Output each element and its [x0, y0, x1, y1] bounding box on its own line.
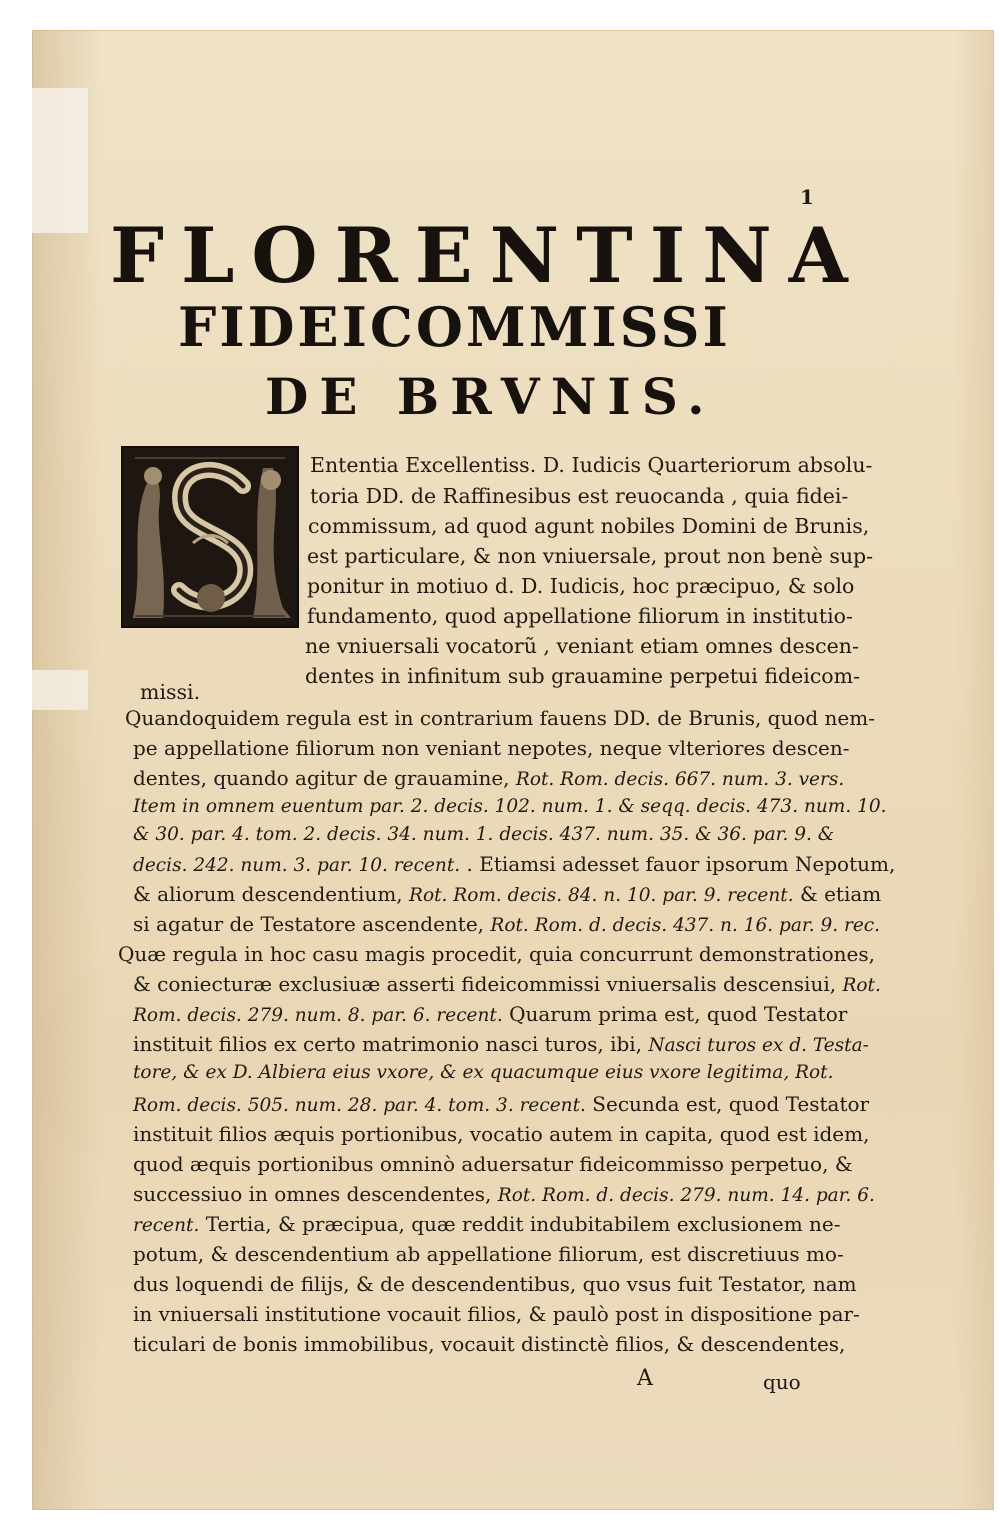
text-coniecturae: & coniecturæ exclusiuæ asserti fideicommissi vniuersalis descensiui,: [133, 972, 837, 996]
text-successiuo: successiuo in omnes descendentes,: [133, 1182, 492, 1206]
citation-decis-505: Rom. decis. 505. num. 28. par. 4. tom. 3. recent.: [133, 1095, 586, 1116]
catchword: quo: [763, 1370, 801, 1394]
citation-decis-242: decis. 242. num. 3. par. 10. recent.: [133, 855, 461, 876]
hinge-tape-middle: [32, 670, 88, 710]
text-line-5: ponitur in motiuo d. D. Iudicis, hoc præcipuo, & solo: [307, 574, 855, 598]
text-line-12-text: dentes, quando agitur de grauamine,: [133, 766, 510, 790]
text-line-14: & 30. par. 4. tom. 2. decis. 34. num. 1. decis. 437. num. 35. & 36. par. 9. &: [133, 824, 835, 845]
title-line-1: FLORENTINA: [110, 211, 865, 300]
text-line-13: Item in omnem euentum par. 2. decis. 102. num. 1. & seqq. decis. 473. num. 10.: [133, 796, 887, 817]
citation-nasciture: Nasci turos ex d. Testa-: [648, 1035, 869, 1056]
text-et-etiam: & etiam: [799, 882, 882, 906]
text-line-2: toria DD. de Raffinesibus est reuocanda , quia fidei-: [310, 484, 849, 508]
text-line-11: pe appellatione filiorum non veniant nepotes, neque vlteriores descen-: [133, 736, 850, 760]
text-line-3: commissum, ad quod agunt nobiles Domini de Brunis,: [308, 514, 870, 538]
text-aliorum: & aliorum descendentium,: [133, 882, 403, 906]
citation-decis-279-b: Rot. Rom. d. decis. 279. num. 14. par. 6.: [497, 1185, 875, 1206]
paper-right-stain: [954, 30, 994, 1510]
citation-decis-279: Rom. decis. 279. num. 8. par. 6. recent.: [133, 1005, 503, 1026]
paper-edge-stain: [32, 30, 102, 1510]
text-si-agatur: si agatur de Testatore ascendente,: [133, 912, 485, 936]
title-line-3: DE BRVNIS.: [265, 367, 716, 426]
text-line-21: [133, 1034, 869, 1056]
citation-decis-437: Rot. Rom. d. decis. 437. n. 16. par. 9. rec.: [490, 915, 881, 936]
text-line-10: Quandoquidem regula est in contrarium fauens DD. de Brunis, quod nem-: [125, 706, 875, 730]
text-line-23: [133, 1094, 869, 1116]
page-number: 1: [800, 185, 814, 209]
text-line-1: Ententia Excellentiss. D. Iudicis Quarteriorum absolu-: [310, 453, 873, 477]
citation-rot: Rot.: [842, 975, 881, 996]
text-instituit-filios: instituit filios ex certo matrimonio nasci turos, ibi,: [133, 1032, 643, 1056]
citation-decis-84: Rot. Rom. decis. 84. n. 10. par. 9. recent.: [409, 885, 794, 906]
text-line-19: [133, 974, 881, 996]
text-line-30: in vniuersali institutione vocauit filios, & paulò post in dispositione par-: [133, 1302, 860, 1326]
text-line-27: [133, 1214, 841, 1236]
text-line-17: [133, 914, 880, 936]
text-line-9: missi.: [140, 680, 201, 704]
text-line-22: [133, 1064, 834, 1083]
text-line-8: dentes in infinitum sub grauamine perpetui fideicom-: [305, 664, 861, 688]
decorated-initial-s: [121, 446, 299, 628]
text-line-29: dus loquendi de filijs, & de descendentibus, quo vsus fuit Testator, nam: [133, 1272, 857, 1296]
text-line-20: [133, 1004, 847, 1026]
text-quarum-prima: Quarum prima est, quod Testator: [509, 1002, 848, 1026]
woodcut-initial-icon: [123, 448, 297, 626]
text-line-24: instituit filios æquis portionibus, vocatio autem in capita, quod est idem,: [133, 1122, 870, 1146]
text-line-26: [133, 1184, 875, 1206]
text-line-7: ne vniuersali vocatorũ , veniant etiam omnes descen-: [305, 634, 859, 658]
text-secunda: Secunda est, quod Testator: [592, 1092, 870, 1116]
text-tore-albiera: tore, & ex D. Albiera eius vxore, & ex quacumque eius vxore legitima,: [133, 1062, 790, 1083]
citation-rot-2: Rot.: [795, 1062, 834, 1083]
text-line-28: potum, & descendentium ab appellatione filiorum, est discretiuus mo-: [133, 1242, 844, 1266]
citation-recent: recent.: [133, 1215, 200, 1236]
title-line-2: FIDEICOMMISSI: [178, 295, 731, 359]
text-line-4: est particulare, & non vniuersale, prout non benè sup-: [307, 544, 874, 568]
citation-rota-667: Rot. Rom. decis. 667. num. 3. vers.: [515, 769, 845, 790]
text-line-31: ticulari de bonis immobilibus, vocauit distinctè filios, & descendentes,: [133, 1332, 846, 1356]
hinge-tape-top: [32, 88, 88, 233]
text-line-16: [133, 884, 881, 906]
text-line-6: fundamento, quod appellatione filiorum in institutio-: [307, 604, 853, 628]
text-line-12: [133, 768, 844, 790]
text-line-18: Quæ regula in hoc casu magis procedit, quia concurrunt demonstrationes,: [118, 942, 876, 966]
signature-mark: A: [637, 1366, 653, 1391]
text-line-15: [133, 854, 895, 876]
text-tertia: Tertia, & præcipua, quæ reddit indubitabilem exclusionem ne-: [205, 1212, 841, 1236]
text-line-25: quod æquis portionibus omninò aduersatur fideicommisso perpetuo, &: [133, 1152, 853, 1176]
text-etiamsi: . Etiamsi adesset fauor ipsorum Nepotum,: [466, 852, 896, 876]
